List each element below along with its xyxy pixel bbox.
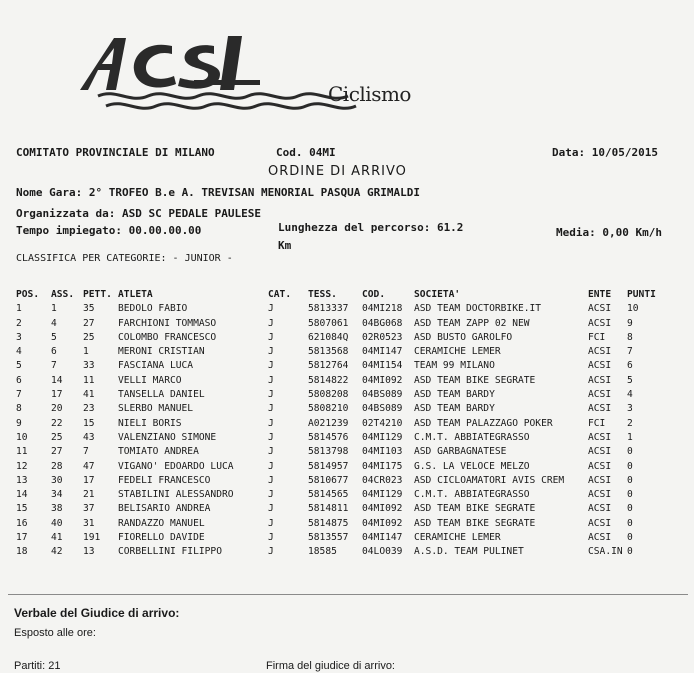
- cell-cat: J: [268, 403, 274, 415]
- header-cat: CAT.: [268, 289, 292, 300]
- cell-atleta: VIGANO' EDOARDO LUCA: [118, 460, 234, 472]
- cell-societa: A.S.D. TEAM PULINET: [414, 546, 524, 558]
- cell-pett: 47: [83, 460, 95, 472]
- cell-ass: 25: [51, 431, 63, 443]
- cell-ass: 1: [51, 303, 57, 315]
- cell-ass: 14: [51, 374, 63, 386]
- header-atleta: ATLETA: [118, 289, 153, 300]
- cell-atleta: MERONI CRISTIAN: [118, 346, 205, 358]
- cell-tess: 18585: [308, 546, 337, 558]
- cell-ass: 30: [51, 474, 63, 486]
- cell-tess: 5810677: [308, 474, 349, 486]
- cell-punti: 8: [627, 331, 633, 343]
- cell-tess: 5814565: [308, 489, 349, 501]
- cell-ass: 6: [51, 346, 57, 358]
- cell-pos: 1: [16, 303, 22, 315]
- cell-pos: 15: [16, 503, 28, 515]
- cell-pos: 7: [16, 389, 22, 401]
- cell-ente: ACSI: [588, 431, 612, 443]
- cell-punti: 0: [627, 546, 633, 558]
- cell-cod: 04CR023: [362, 474, 403, 486]
- cell-atleta: RANDAZZO MANUEL: [118, 517, 205, 529]
- cell-ass: 27: [51, 446, 63, 458]
- verbale-label: Verbale del Giudice di arrivo:: [14, 606, 180, 620]
- cell-ass: 7: [51, 360, 57, 372]
- cell-ente: FCI: [588, 331, 606, 343]
- header-ente: ENTE: [588, 289, 612, 300]
- cell-ass: 28: [51, 460, 63, 472]
- cell-pett: 7: [83, 446, 89, 458]
- cell-pett: 41: [83, 389, 95, 401]
- cell-ente: ACSI: [588, 446, 612, 458]
- cell-tess: 5808208: [308, 389, 349, 401]
- cell-ass: 5: [51, 331, 57, 343]
- cell-pett: 13: [83, 546, 95, 558]
- category-label: CLASSIFICA PER CATEGORIE: - JUNIOR -: [16, 253, 233, 264]
- cell-tess: 5812764: [308, 360, 349, 372]
- cell-societa: TEAM 99 MILANO: [414, 360, 495, 372]
- document-title: ORDINE DI ARRIVO: [268, 164, 407, 179]
- cell-atleta: COLOMBO FRANCESCO: [118, 331, 217, 343]
- cell-pos: 17: [16, 532, 28, 544]
- header-pos: POS.: [16, 289, 40, 300]
- race-organizer: Organizzata da: ASD SC PEDALE PAULESE: [16, 207, 262, 220]
- cell-punti: 0: [627, 503, 633, 515]
- cell-atleta: TANSELLA DANIEL: [118, 389, 205, 401]
- cell-pos: 16: [16, 517, 28, 529]
- cell-tess: 621084Q: [308, 331, 349, 343]
- race-time: Tempo impiegato: 00.00.00.00: [16, 224, 202, 237]
- cell-cod: 04BG068: [362, 317, 403, 329]
- cell-cat: J: [268, 517, 274, 529]
- race-date: Data: 10/05/2015: [552, 146, 658, 159]
- cell-atleta: VELLI MARCO: [118, 374, 182, 386]
- cell-pett: 33: [83, 360, 95, 372]
- cell-ente: FCI: [588, 417, 606, 429]
- cell-ente: ACSI: [588, 389, 612, 401]
- cell-punti: 10: [627, 303, 639, 315]
- cell-cod: 04MI129: [362, 489, 403, 501]
- header-ass: ASS.: [51, 289, 75, 300]
- cell-cod: 04MI092: [362, 374, 403, 386]
- cell-punti: 0: [627, 460, 633, 472]
- cell-societa: ASD TEAM ZAPP 02 NEW: [414, 317, 530, 329]
- cell-cod: 04BS089: [362, 389, 403, 401]
- cell-societa: ASD GARBAGNATESE: [414, 446, 507, 458]
- cell-pos: 3: [16, 331, 22, 343]
- cell-pos: 4: [16, 346, 22, 358]
- cell-cat: J: [268, 460, 274, 472]
- cell-ass: 38: [51, 503, 63, 515]
- cell-ass: 20: [51, 403, 63, 415]
- cell-cod: 04MI092: [362, 503, 403, 515]
- cell-cat: J: [268, 360, 274, 372]
- committee-name: COMITATO PROVINCIALE DI MILANO: [16, 146, 215, 159]
- cell-atleta: TOMIATO ANDREA: [118, 446, 199, 458]
- cell-societa: C.M.T. ABBIATEGRASSO: [414, 489, 530, 501]
- cell-atleta: BELISARIO ANDREA: [118, 503, 211, 515]
- cell-societa: ASD TEAM BARDY: [414, 403, 495, 415]
- cell-ente: ACSI: [588, 374, 612, 386]
- cell-cod: 04MI129: [362, 431, 403, 443]
- cell-ente: ACSI: [588, 317, 612, 329]
- cell-ass: 4: [51, 317, 57, 329]
- cell-punti: 1: [627, 431, 633, 443]
- cell-cod: 04LO039: [362, 546, 403, 558]
- cell-pett: 31: [83, 517, 95, 529]
- cell-ass: 40: [51, 517, 63, 529]
- cell-ass: 34: [51, 489, 63, 501]
- cell-cat: J: [268, 546, 274, 558]
- acsi-logo-graphic: [76, 30, 366, 120]
- cell-ente: CSA.IN: [588, 546, 623, 558]
- cell-pos: 18: [16, 546, 28, 558]
- cell-atleta: FEDELI FRANCESCO: [118, 474, 211, 486]
- cell-cod: 04MI154: [362, 360, 403, 372]
- cell-tess: 5814875: [308, 517, 349, 529]
- cell-ente: ACSI: [588, 460, 612, 472]
- cell-pett: 35: [83, 303, 95, 315]
- cell-atleta: NIELI BORIS: [118, 417, 182, 429]
- cell-punti: 2: [627, 417, 633, 429]
- cell-tess: 5814576: [308, 431, 349, 443]
- cell-tess: 5814822: [308, 374, 349, 386]
- cell-cat: J: [268, 474, 274, 486]
- cell-atleta: FARCHIONI TOMMASO: [118, 317, 217, 329]
- cell-pett: 23: [83, 403, 95, 415]
- cell-pos: 9: [16, 417, 22, 429]
- cell-pos: 8: [16, 403, 22, 415]
- header-pett: PETT.: [83, 289, 112, 300]
- cell-cod: 04MI147: [362, 346, 403, 358]
- cell-pos: 14: [16, 489, 28, 501]
- cell-pett: 43: [83, 431, 95, 443]
- cell-cat: J: [268, 331, 274, 343]
- cell-atleta: BEDOLO FABIO: [118, 303, 188, 315]
- cell-cat: J: [268, 431, 274, 443]
- partiti-label: Partiti: 21: [14, 660, 61, 672]
- cell-punti: 3: [627, 403, 633, 415]
- cell-societa: ASD CICLOAMATORI AVIS CREM: [414, 474, 565, 486]
- cell-punti: 0: [627, 517, 633, 529]
- cell-pos: 6: [16, 374, 22, 386]
- cell-punti: 0: [627, 532, 633, 544]
- cell-punti: 4: [627, 389, 633, 401]
- cell-societa: ASD BUSTO GAROLFO: [414, 331, 513, 343]
- cell-pett: 1: [83, 346, 89, 358]
- cell-atleta: FASCIANA LUCA: [118, 360, 194, 372]
- cell-pett: 17: [83, 474, 95, 486]
- cell-ente: ACSI: [588, 403, 612, 415]
- cell-atleta: VALENZIANO SIMONE: [118, 431, 217, 443]
- cell-societa: CERAMICHE LEMER: [414, 532, 501, 544]
- cell-cat: J: [268, 389, 274, 401]
- cell-pett: 27: [83, 317, 95, 329]
- cell-societa: C.M.T. ABBIATEGRASSO: [414, 431, 530, 443]
- cell-societa: CERAMICHE LEMER: [414, 346, 501, 358]
- cell-pett: 21: [83, 489, 95, 501]
- cell-atleta: FIORELLO DAVIDE: [118, 532, 205, 544]
- cell-societa: ASD TEAM BARDY: [414, 389, 495, 401]
- cell-societa: ASD TEAM BIKE SEGRATE: [414, 517, 536, 529]
- cell-tess: 5813557: [308, 532, 349, 544]
- cell-pos: 2: [16, 317, 22, 329]
- cell-cat: J: [268, 489, 274, 501]
- race-length-unit: Km: [278, 239, 292, 252]
- header-punti: PUNTI: [627, 289, 656, 300]
- cell-tess: 5814811: [308, 503, 349, 515]
- header-cod: COD.: [362, 289, 386, 300]
- cell-cod: 02T4210: [362, 417, 403, 429]
- header-societa: SOCIETA': [414, 289, 461, 300]
- cell-ass: 22: [51, 417, 63, 429]
- cell-pett: 191: [83, 532, 101, 544]
- cell-punti: 0: [627, 489, 633, 501]
- cell-tess: 5814957: [308, 460, 349, 472]
- acsi-logo: [76, 30, 411, 120]
- cell-tess: 5807061: [308, 317, 349, 329]
- race-average-speed: Media: 0,00 Km/h: [556, 226, 662, 239]
- cell-tess: 5813337: [308, 303, 349, 315]
- cell-pett: 25: [83, 331, 95, 343]
- cell-cod: 02R0523: [362, 331, 403, 343]
- cell-atleta: SLERBO MANUEL: [118, 403, 194, 415]
- cell-societa: ASD TEAM DOCTORBIKE.IT: [414, 303, 542, 315]
- cell-pos: 12: [16, 460, 28, 472]
- cell-cod: 04MI218: [362, 303, 403, 315]
- cell-tess: 5808210: [308, 403, 349, 415]
- cell-punti: 0: [627, 446, 633, 458]
- cell-cod: 04MI147: [362, 532, 403, 544]
- race-length: Lunghezza del percorso: 61.2: [278, 221, 464, 234]
- committee-code: Cod. 04MI: [276, 146, 336, 159]
- cell-tess: 5813798: [308, 446, 349, 458]
- cell-cat: J: [268, 374, 274, 386]
- cell-cat: J: [268, 503, 274, 515]
- cell-pos: 5: [16, 360, 22, 372]
- firma-label: Firma del giudice di arrivo:: [266, 660, 395, 672]
- header-tess: TESS.: [308, 289, 337, 300]
- cell-ente: ACSI: [588, 474, 612, 486]
- footer-divider: [8, 594, 688, 595]
- cell-cat: J: [268, 303, 274, 315]
- cell-ente: ACSI: [588, 303, 612, 315]
- cell-cat: J: [268, 532, 274, 544]
- cell-pos: 10: [16, 431, 28, 443]
- cell-ente: ACSI: [588, 360, 612, 372]
- cell-tess: 5813568: [308, 346, 349, 358]
- cell-punti: 9: [627, 317, 633, 329]
- cell-tess: A021239: [308, 417, 349, 429]
- cell-punti: 0: [627, 474, 633, 486]
- cell-cod: 04MI103: [362, 446, 403, 458]
- cell-ente: ACSI: [588, 489, 612, 501]
- cell-ente: ACSI: [588, 503, 612, 515]
- cell-ass: 17: [51, 389, 63, 401]
- cell-pos: 13: [16, 474, 28, 486]
- cell-ente: ACSI: [588, 517, 612, 529]
- cell-ass: 41: [51, 532, 63, 544]
- esposto-label: Esposto alle ore:: [14, 627, 96, 639]
- cell-cod: 04MI092: [362, 517, 403, 529]
- cell-cat: J: [268, 417, 274, 429]
- cell-punti: 5: [627, 374, 633, 386]
- cell-cat: J: [268, 317, 274, 329]
- cell-ente: ACSI: [588, 532, 612, 544]
- cell-ente: ACSI: [588, 346, 612, 358]
- cell-punti: 6: [627, 360, 633, 372]
- cell-pett: 15: [83, 417, 95, 429]
- cell-societa: ASD TEAM BIKE SEGRATE: [414, 374, 536, 386]
- cell-societa: G.S. LA VELOCE MELZO: [414, 460, 530, 472]
- cell-punti: 7: [627, 346, 633, 358]
- cell-cod: 04BS089: [362, 403, 403, 415]
- cell-cod: 04MI175: [362, 460, 403, 472]
- logo-ciclismo-text: Ciclismo: [328, 82, 411, 106]
- cell-atleta: CORBELLINI FILIPPO: [118, 546, 222, 558]
- race-name: Nome Gara: 2° TROFEO B.e A. TREVISAN MENORIAL PASQUA GRIMALDI: [16, 186, 420, 199]
- cell-societa: ASD TEAM BIKE SEGRATE: [414, 503, 536, 515]
- cell-atleta: STABILINI ALESSANDRO: [118, 489, 234, 501]
- cell-societa: ASD TEAM PALAZZAGO POKER: [414, 417, 553, 429]
- cell-pos: 11: [16, 446, 28, 458]
- cell-cat: J: [268, 446, 274, 458]
- cell-pett: 37: [83, 503, 95, 515]
- cell-pett: 11: [83, 374, 95, 386]
- cell-cat: J: [268, 346, 274, 358]
- cell-ass: 42: [51, 546, 63, 558]
